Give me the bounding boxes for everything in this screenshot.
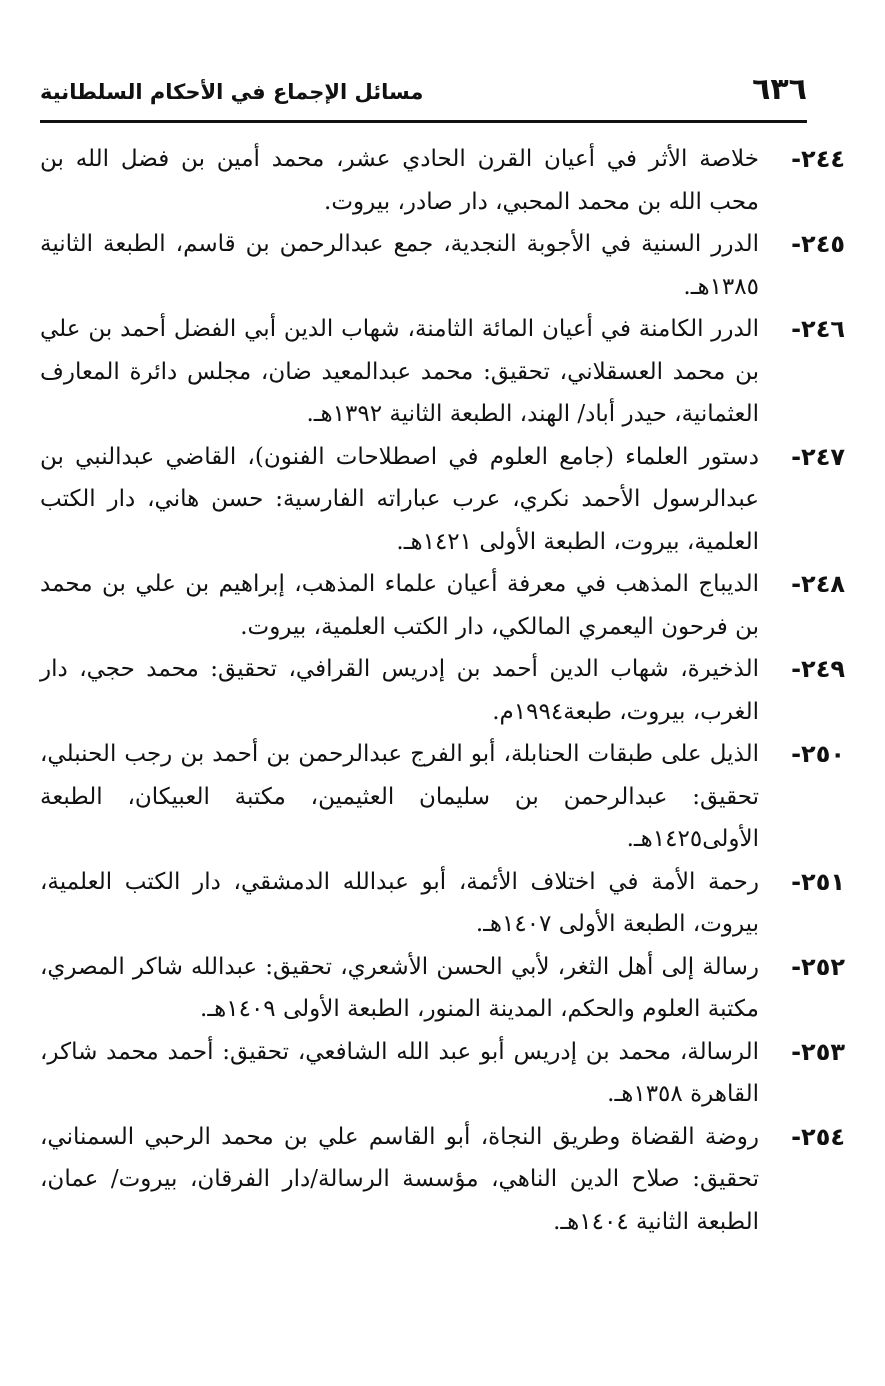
entry-text: خلاصة الأثر في أعيان القرن الحادي عشر، محمد أمين بن فضل الله بن محب الله بن محمد المحبي، دار صادر، بيروت. <box>40 146 759 215</box>
entry-text: الرسالة، محمد بن إدريس أبو عبد الله الشافعي، تحقيق: أحمد محمد شاكر، القاهرة ١٣٥٨هـ. <box>40 1038 759 1107</box>
page-header <box>40 70 807 123</box>
entry-number: ٢٤٧- <box>791 442 845 471</box>
entry-number: ٢٤٦- <box>791 315 845 343</box>
running-title: مسائل الإجماع في الأحكام السلطانية <box>40 80 424 104</box>
bibliography-entry <box>40 1116 845 1244</box>
entry-number: ٢٥١- <box>791 867 845 896</box>
bibliography-entry <box>40 946 845 1031</box>
entry-number: ٢٤٩- <box>791 655 845 683</box>
entry-number: ٢٤٥- <box>791 230 845 258</box>
entry-text: الذخيرة، شهاب الدين أحمد بن إدريس القرافي، تحقيق: محمد حجي، دار الغرب، بيروت، طبعة١٩٩٤م. <box>40 656 759 725</box>
entry-number: ٢٤٨- <box>791 570 845 598</box>
entry-number: ٢٤٤- <box>791 145 845 173</box>
entry-text: روضة القضاة وطريق النجاة، أبو القاسم علي بن محمد الرحبي السمناني، تحقيق: صلاح الدين الناهي، مؤسسة الرسالة/دار الفرقان، بيروت/ عمان، الطبعة الثانية ١٤٠٤هـ. <box>40 1123 759 1235</box>
bibliography-entry <box>40 308 845 436</box>
bibliography-list <box>40 138 845 1243</box>
bibliography-entry <box>40 563 845 648</box>
entry-text: دستور العلماء (جامع العلوم في اصطلاحات الفنون)، القاضي عبدالنبي بن عبدالرسول الأحمد نكري، عرب عباراته الفارسية: حسن هاني، دار الكتب العلمية، بيروت، الطبعة الأولى ١٤٢١هـ. <box>40 443 759 555</box>
bibliography-entry <box>40 733 845 861</box>
entry-number: ٢٥٤- <box>791 1122 845 1151</box>
entry-text: الدرر السنية في الأجوبة النجدية، جمع عبدالرحمن بن قاسم، الطبعة الثانية ١٣٨٥هـ. <box>40 231 759 300</box>
entry-text: الديباج المذهب في معرفة أعيان علماء المذهب، إبراهيم بن علي بن محمد بن فرحون اليعمري المالكي، دار الكتب العلمية، بيروت. <box>40 571 759 640</box>
entry-text: رحمة الأمة في اختلاف الأئمة، أبو عبدالله الدمشقي، دار الكتب العلمية، بيروت، الطبعة الأولى ١٤٠٧هـ. <box>40 868 759 937</box>
bibliography-entry <box>40 861 845 946</box>
bibliography-entry <box>40 648 845 733</box>
bibliography-entry <box>40 223 845 308</box>
bibliography-entry <box>40 138 845 223</box>
entry-text: الدرر الكامنة في أعيان المائة الثامنة، شهاب الدين أبي الفضل أحمد بن علي بن محمد العسقلاني، تحقيق: محمد عبدالمعيد ضان، مجلس دائرة المعارف العثمانية، حيدر أباد/ الهند، الطبعة الثانية ١٣٩٢هـ. <box>40 316 759 427</box>
entry-number: ٢٥٢- <box>791 952 845 981</box>
entry-text: رسالة إلى أهل الثغر، لأبي الحسن الأشعري، تحقيق: عبدالله شاكر المصري، مكتبة العلوم والحكم، المدينة المنور، الطبعة الأولى ١٤٠٩هـ. <box>40 953 759 1022</box>
bibliography-entry <box>40 436 845 564</box>
entry-text: الذيل على طبقات الحنابلة، أبو الفرج عبدالرحمن بن أحمد بن رجب الحنبلي، تحقيق: عبدالرحمن بن سليمان العثيمين، مكتبة العبيكان، الطبعة الأولى١٤٢٥هـ. <box>40 741 759 852</box>
bibliography-entry <box>40 1031 845 1116</box>
entry-number: ٢٥٠- <box>791 740 845 768</box>
page-number: ٦٣٦ <box>752 72 807 107</box>
entry-number: ٢٥٣- <box>791 1037 845 1066</box>
